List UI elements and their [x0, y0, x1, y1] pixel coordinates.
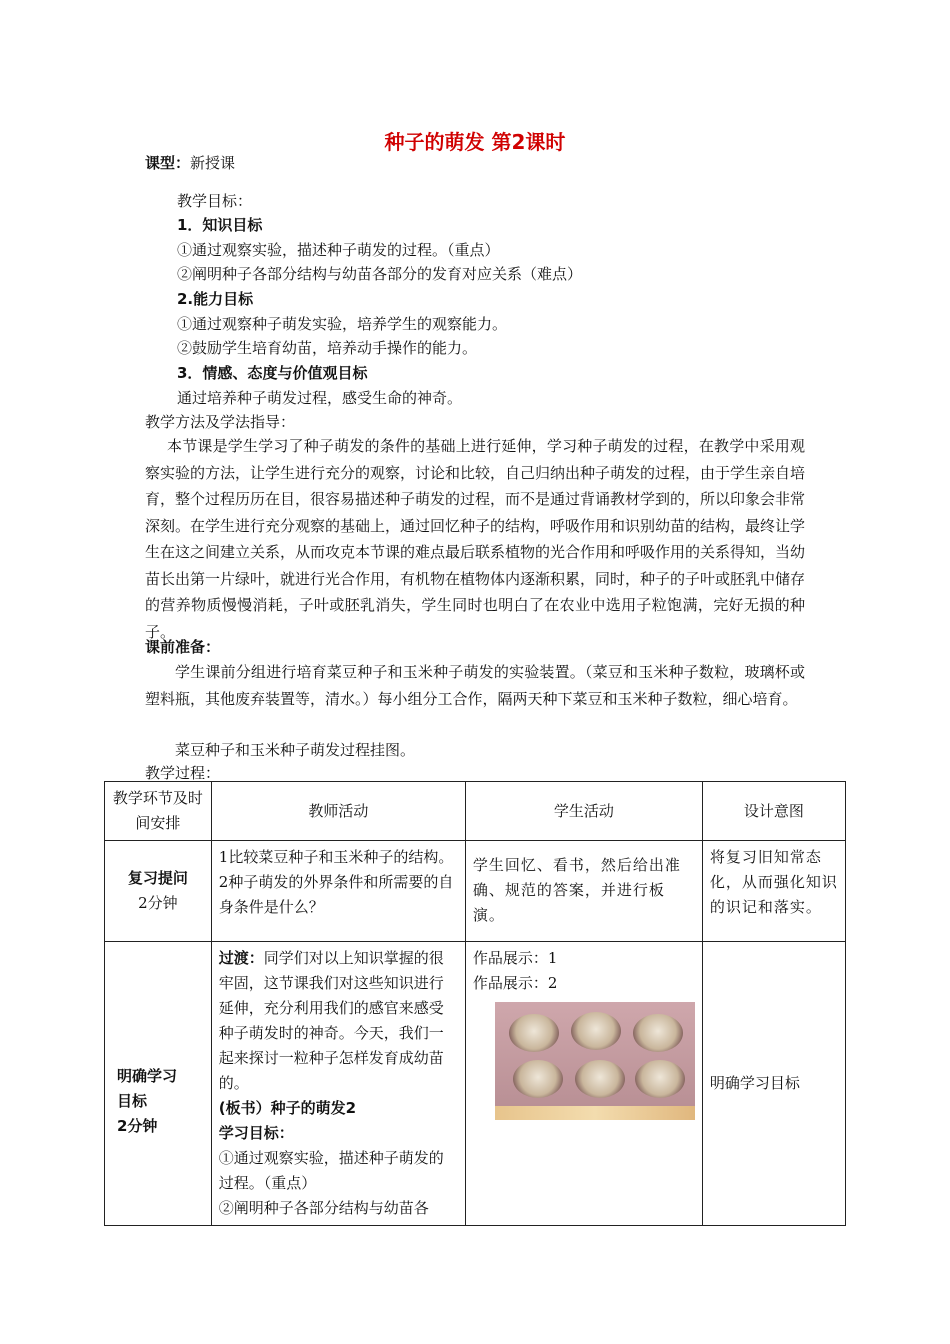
- intent-cell: 明确学习目标: [702, 942, 845, 1226]
- table-header-row: [105, 782, 846, 841]
- intent-cell: 将复习旧知常态化，从而强化知识的识记和落实。: [702, 841, 845, 942]
- prep-paragraph: 学生课前分组进行培育菜豆种子和玉米种子萌发的实验装置。（菜豆和玉米种子数粒，玻璃杯或塑料瓶，其他废弃装置等，清水。）每小组分工合作，隔两天种下菜豆和玉米种子数粒，细心培育。: [145, 663, 805, 708]
- stage-cell: [105, 942, 212, 1226]
- header-stage: 教学环节及时间安排: [105, 782, 212, 841]
- transition-label: 过渡：: [218, 949, 264, 967]
- course-type-value: 新授课: [190, 154, 236, 172]
- goal-item: ②阐明种子各部分结构与幼苗各: [218, 1199, 429, 1217]
- lesson-table: [104, 781, 846, 1226]
- stage-time: 2分钟: [138, 894, 178, 912]
- emotion-heading: 3．情感、态度与价值观目标: [177, 364, 368, 382]
- teacher-cell: [211, 942, 465, 1226]
- student-cell: [465, 942, 702, 1226]
- ability-heading: 2.能力目标: [177, 290, 254, 308]
- teacher-cell: [211, 841, 465, 942]
- prep-heading: 课前准备：: [145, 638, 221, 656]
- stage-time: 2分钟: [117, 1117, 158, 1135]
- header-student: 学生活动: [465, 782, 702, 841]
- method-heading: 教学方法及学法指导：: [145, 413, 296, 431]
- photo-cup: [633, 1014, 683, 1052]
- knowledge-heading: 1．知识目标: [177, 216, 263, 234]
- method-paragraph: 本节课是学生学习了种子萌发的条件的基础上进行延伸，学习种子萌发的过程，在教学中采用观察实验的方法，让学生进行充分的观察，讨论和比较，自己归纳出种子萌发的过程，由于学生亲自培育，整个过程历历在目，很容易描述种子萌发的过程，而不是通过背诵教材学到的，所以印象会非常深刻。在学生进行充分观察的基础上，通过回忆种子的结构，呼吸作用和识别幼苗的结构，最终让学生在这之间建立关系，从而攻克本节课的难点最后联系植物的光合作用和呼吸作用的关系得知，当幼苗长出第一片绿叶，就进行光合作用，有机物在植物体内逐渐积累，同时，种子的子叶或胚乳中储存的营养物质慢慢消耗，子叶或胚乳消失，学生同时也明白了在农业中选用子粒饱满，完好无损的种子。: [145, 437, 806, 641]
- goal-item: ①通过观察实验，描述种子萌发的过程。（重点）: [218, 1149, 444, 1192]
- objectives-heading: 教学目标：: [177, 192, 253, 210]
- photo-cup: [509, 1014, 559, 1052]
- photo-cup: [635, 1060, 685, 1098]
- stage-name: 明确学习目标: [117, 1067, 178, 1110]
- course-type-label: 课型：: [145, 154, 191, 172]
- knowledge-item: ①通过观察实验，描述种子萌发的过程。（重点）: [177, 241, 500, 259]
- student-item: 作品展示：1: [472, 949, 558, 967]
- process-heading: 教学过程：: [145, 764, 221, 782]
- emotion-item: 通过培养种子萌发过程，感受生命的神奇。: [177, 389, 463, 407]
- teacher-item: 1比较菜豆种子和玉米种子的结构。: [218, 848, 454, 866]
- stage-name: 复习提问: [127, 869, 188, 887]
- table-row: [105, 942, 846, 1226]
- ability-item: ②鼓励学生培育幼苗，培养动手操作的能力。: [177, 339, 478, 357]
- header-teacher: 教师活动: [211, 782, 465, 841]
- course-type: [145, 150, 235, 176]
- prep-paragraph-2: 菜豆种子和玉米种子萌发过程挂图。: [175, 741, 416, 759]
- teacher-item: 2种子萌发的外界条件和所需要的自身条件是什么？: [218, 873, 454, 916]
- table-row: [105, 841, 846, 942]
- photo-edge: [495, 1106, 695, 1120]
- student-cell: 学生回忆、看书，然后给出准确、规范的答案，并进行板演。: [465, 841, 702, 942]
- transition-text: 同学们对以上知识掌握的很牢固，这节课我们对这些知识进行延伸，充分利用我们的感官来感受种子萌发时的神奇。今天，我们一起来探讨一粒种子怎样发育成幼苗的。: [218, 949, 444, 1092]
- page-title: 种子的萌发 第2课时: [384, 130, 566, 154]
- board-note: (板书）种子的萌发2: [218, 1099, 357, 1117]
- ability-item: ①通过观察种子萌发实验，培养学生的观察能力。: [177, 315, 508, 333]
- stage-cell: [105, 841, 212, 942]
- photo-cup: [575, 1060, 625, 1098]
- photo-cup: [571, 1012, 621, 1050]
- seed-germination-photo: [495, 1002, 695, 1120]
- header-intent: 设计意图: [702, 782, 845, 841]
- knowledge-item: ②阐明种子各部分结构与幼苗各部分的发育对应关系（难点）: [177, 265, 583, 283]
- student-item: 作品展示：2: [472, 974, 558, 992]
- goal-label: 学习目标：: [218, 1124, 294, 1142]
- photo-cup: [513, 1060, 563, 1098]
